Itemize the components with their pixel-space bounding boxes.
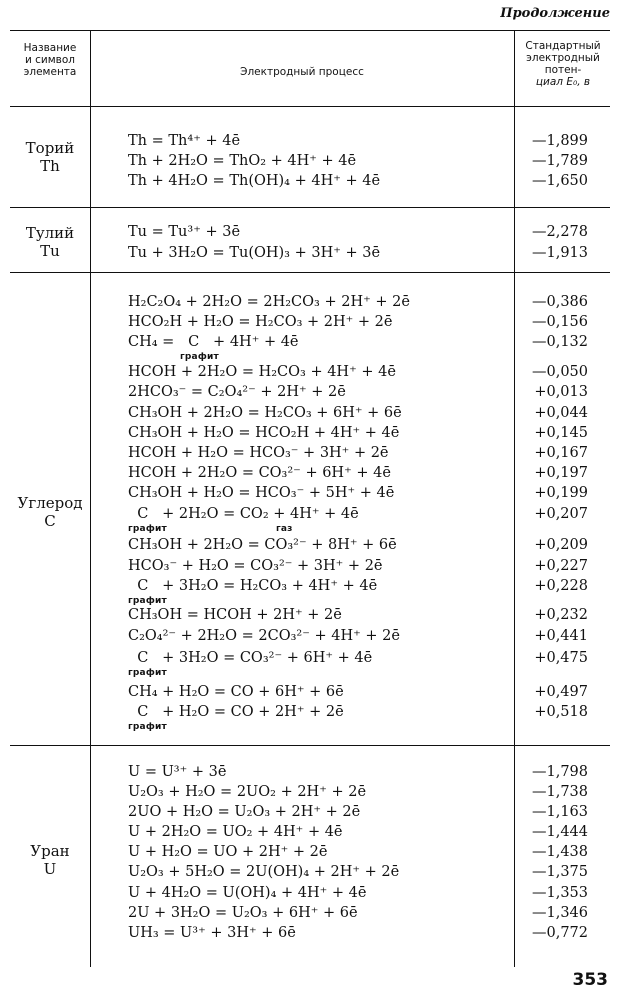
- reaction-equation: [128, 314, 392, 330]
- potential-value: —1,353: [531, 885, 588, 901]
- reaction-text: HCOH + 2H₂O = CO₃²⁻ + 6H⁺ + 4ē: [128, 465, 391, 481]
- potential-value: +0,227: [534, 558, 588, 574]
- reaction-text: C + 3H₂O = CO₃²⁻ + 6H⁺ + 4ē: [128, 650, 373, 666]
- header-line: циал E₀, в: [535, 76, 591, 88]
- reaction-text: CH₃OH = HCOH + 2H⁺ + 2ē: [128, 607, 342, 623]
- potential-value: +0,232: [534, 607, 588, 623]
- reaction-text: C₂O₄²⁻ + 2H₂O = 2CO₃²⁻ + 4H⁺ + 2ē: [128, 628, 400, 644]
- phase-label: графит: [180, 352, 219, 362]
- potential-value: +0,207: [534, 506, 588, 522]
- header-process: Электродный процесс: [240, 66, 364, 78]
- reaction-equation: [128, 824, 343, 840]
- element-name: [12, 842, 88, 878]
- potential-value: —1,899: [531, 133, 588, 149]
- header-line: Стандартный: [525, 40, 601, 52]
- potential-value: —0,156: [531, 314, 588, 330]
- reaction-equation: [128, 905, 358, 921]
- section-divider: [10, 745, 610, 746]
- reaction-text: C + H₂O = CO + 2H⁺ + 2ē: [128, 704, 344, 720]
- reaction-text: C + 2H₂O = CO₂ + 4H⁺ + 4ē: [128, 506, 359, 522]
- potential-value: +0,209: [534, 537, 588, 553]
- reaction-equation: [128, 506, 359, 534]
- potential-value: —2,278: [531, 224, 588, 240]
- potential-value: —1,738: [531, 784, 588, 800]
- section-divider: [10, 272, 610, 273]
- section-divider: [10, 207, 610, 208]
- reaction-equation: [128, 245, 380, 261]
- element-name-text: Тулий: [25, 224, 75, 242]
- reaction-equation: [128, 153, 356, 169]
- reaction-equation: [128, 485, 394, 501]
- reaction-equation: [128, 425, 399, 441]
- header-element: [12, 42, 88, 78]
- reaction-text: Th + 4H₂O = Th(OH)₄ + 4H⁺ + 4ē: [128, 173, 381, 189]
- element-name: [12, 494, 88, 530]
- reaction-text: HCO₂H + H₂O = H₂CO₃ + 2H⁺ + 2ē: [128, 314, 393, 330]
- reaction-equation: [128, 628, 400, 644]
- reaction-equation: [128, 650, 373, 678]
- reaction-text: U + H₂O = UO + 2H⁺ + 2ē: [128, 844, 328, 860]
- reaction-equation: [128, 844, 327, 860]
- potential-value: +0,441: [534, 628, 588, 644]
- header-line: потен-: [544, 64, 582, 76]
- reaction-equation: [128, 173, 380, 189]
- potential-value: +0,497: [534, 684, 588, 700]
- potential-value: —0,772: [531, 925, 588, 941]
- potential-value: +0,199: [534, 485, 588, 501]
- reaction-equation: [128, 578, 378, 606]
- potential-value: +0,044: [534, 405, 588, 421]
- potential-value: +0,228: [534, 578, 588, 594]
- phase-label: газ: [276, 524, 293, 534]
- reaction-text: CH₃OH + H₂O = HCO₃⁻ + 5H⁺ + 4ē: [128, 485, 395, 501]
- reaction-text: CH₄ = C + 4H⁺ + 4ē: [128, 334, 299, 350]
- potential-value: +0,145: [534, 425, 588, 441]
- reaction-text: UH₃ = U³⁺ + 3H⁺ + 6ē: [128, 925, 296, 941]
- reaction-text: C + 3H₂O = H₂CO₃ + 4H⁺ + 4ē: [128, 578, 378, 594]
- reaction-equation: [128, 885, 366, 901]
- element-symbol: Tu: [40, 242, 60, 260]
- reaction-text: U₂O₃ + H₂O = 2UO₂ + 2H⁺ + 2ē: [128, 784, 367, 800]
- reaction-equation: [128, 804, 360, 820]
- reaction-equation: [128, 294, 410, 310]
- potential-value: —1,798: [531, 764, 588, 780]
- element-name: [12, 224, 88, 260]
- reaction-equation: [128, 445, 389, 461]
- element-symbol: U: [43, 860, 57, 878]
- reaction-text: 2UO + H₂O = U₂O₃ + 2H⁺ + 2ē: [128, 804, 361, 820]
- reaction-equation: [128, 384, 346, 400]
- reaction-equation: [128, 704, 344, 732]
- reaction-equation: [128, 133, 240, 149]
- potential-value: —1,375: [531, 864, 588, 880]
- potential-value: +0,518: [534, 704, 588, 720]
- reaction-text: Tu + 3H₂O = Tu(OH)₃ + 3H⁺ + 3ē: [128, 245, 381, 261]
- reaction-text: 2HCO₃⁻ = C₂O₄²⁻ + 2H⁺ + 2ē: [128, 384, 346, 400]
- reaction-equation: [128, 465, 391, 481]
- reaction-equation: [128, 784, 366, 800]
- reaction-text: U + 2H₂O = UO₂ + 4H⁺ + 4ē: [128, 824, 343, 840]
- potential-value: —1,346: [531, 905, 588, 921]
- reaction-equation: [128, 334, 299, 362]
- potential-value: —0,050: [531, 364, 588, 380]
- reaction-equation: [128, 925, 296, 941]
- potential-value: —1,913: [531, 245, 588, 261]
- continued-label: Продолжение: [500, 6, 610, 21]
- reaction-text: HCOH + 2H₂O = H₂CO₃ + 4H⁺ + 4ē: [128, 364, 396, 380]
- element-name-text: Углерод: [17, 494, 83, 512]
- reaction-text: U₂O₃ + 5H₂O = 2U(OH)₄ + 2H⁺ + 2ē: [128, 864, 400, 880]
- element-name: [12, 139, 88, 175]
- column-divider-1: [90, 30, 91, 967]
- reaction-text: HCOH + H₂O = HCO₃⁻ + 3H⁺ + 2ē: [128, 445, 389, 461]
- potential-value: —1,444: [531, 824, 588, 840]
- potential-value: —0,386: [531, 294, 588, 310]
- column-divider-2: [514, 30, 515, 967]
- page-number: 353: [572, 970, 608, 990]
- header-potential: [516, 40, 610, 88]
- phase-label: графит: [128, 722, 167, 732]
- reaction-equation: [128, 537, 397, 553]
- reaction-equation: [128, 764, 226, 780]
- reaction-text: HCO₃⁻ + H₂O = CO₃²⁻ + 3H⁺ + 2ē: [128, 558, 383, 574]
- reaction-text: CH₃OH + 2H₂O = CO₃²⁻ + 8H⁺ + 6ē: [128, 537, 397, 553]
- potential-value: +0,475: [534, 650, 588, 666]
- phase-label: графит: [128, 668, 167, 678]
- header-line: Название: [23, 42, 77, 54]
- phase-label: графит: [128, 596, 167, 606]
- element-name-text: Уран: [30, 842, 70, 860]
- potential-value: —1,650: [531, 173, 588, 189]
- reaction-text: CH₃OH + H₂O = HCO₂H + 4H⁺ + 4ē: [128, 425, 400, 441]
- element-name-text: Торий: [25, 139, 75, 157]
- potential-value: +0,197: [534, 465, 588, 481]
- reaction-text: CH₄ + H₂O = CO + 6H⁺ + 6ē: [128, 684, 344, 700]
- reaction-equation: [128, 224, 240, 240]
- reaction-equation: [128, 864, 399, 880]
- header-bottom-rule: [10, 106, 610, 107]
- reaction-text: Tu = Tu³⁺ + 3ē: [128, 224, 241, 240]
- potential-value: —1,163: [531, 804, 588, 820]
- phase-label: графит: [128, 524, 167, 534]
- reaction-equation: [128, 405, 402, 421]
- reaction-equation: [128, 684, 344, 700]
- reaction-text: U = U³⁺ + 3ē: [128, 764, 227, 780]
- table-top-rule: [10, 30, 610, 31]
- potential-value: —0,132: [531, 334, 588, 350]
- reaction-text: Th + 2H₂O = ThO₂ + 4H⁺ + 4ē: [128, 153, 357, 169]
- potential-value: —1,789: [531, 153, 588, 169]
- header-line: электродный: [526, 52, 600, 64]
- element-symbol: C: [44, 512, 56, 530]
- reaction-text: Th = Th⁴⁺ + 4ē: [128, 133, 241, 149]
- reaction-text: 2U + 3H₂O = U₂O₃ + 6H⁺ + 6ē: [128, 905, 358, 921]
- reaction-text: H₂C₂O₄ + 2H₂O = 2H₂CO₃ + 2H⁺ + 2ē: [128, 294, 410, 310]
- potential-value: —1,438: [531, 844, 588, 860]
- potential-value: +0,013: [534, 384, 588, 400]
- reaction-equation: [128, 607, 342, 623]
- reaction-equation: [128, 558, 383, 574]
- potential-value: +0,167: [534, 445, 588, 461]
- reaction-text: CH₃OH + 2H₂O = H₂CO₃ + 6H⁺ + 6ē: [128, 405, 402, 421]
- header-line: элемента: [23, 66, 77, 78]
- element-symbol: Th: [40, 157, 60, 175]
- header-line: и символ: [24, 54, 75, 66]
- reaction-equation: [128, 364, 396, 380]
- reaction-text: U + 4H₂O = U(OH)₄ + 4H⁺ + 4ē: [128, 885, 367, 901]
